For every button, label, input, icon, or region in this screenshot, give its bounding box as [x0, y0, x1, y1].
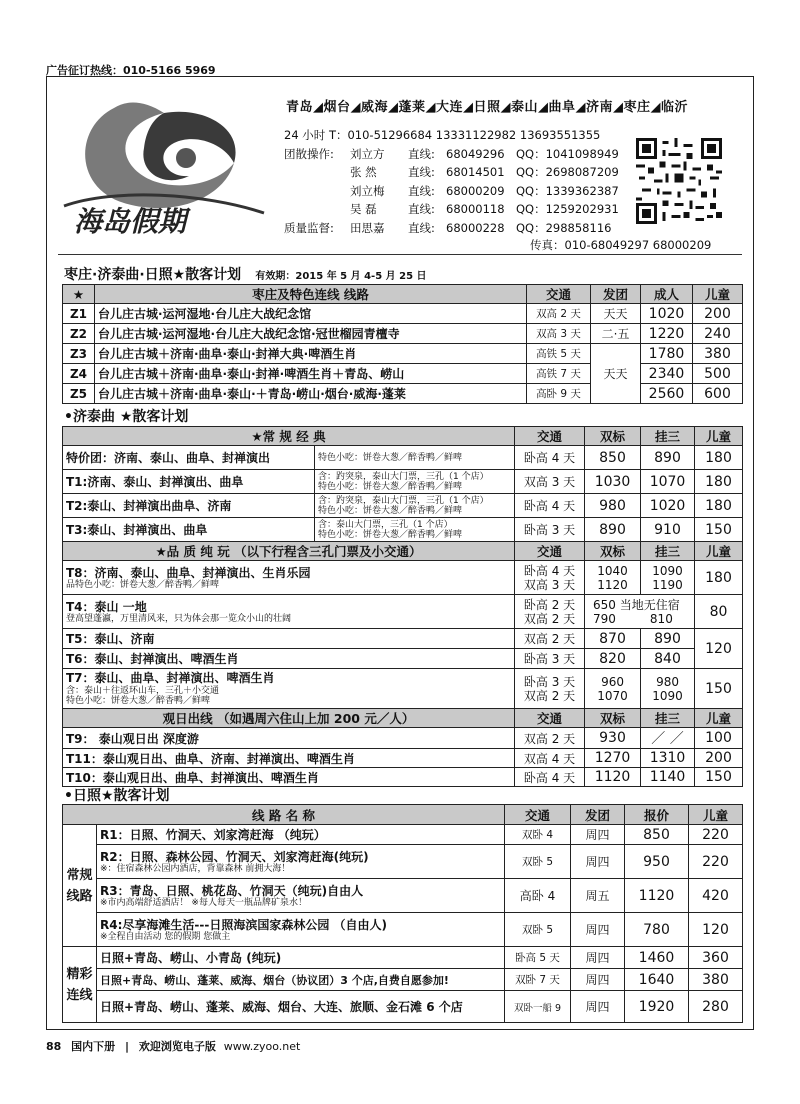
- route-code: Z4: [63, 364, 95, 384]
- route-note: 含：趵突泉，泰山大门票，三孔（1 个店）: [318, 471, 489, 482]
- price-child: 100: [695, 728, 743, 749]
- route-depart: 天天: [591, 344, 641, 404]
- route-child-price: 500: [693, 364, 743, 384]
- price-double: 850: [585, 446, 641, 470]
- contact-qq: QQ：1339362387: [516, 183, 619, 198]
- route-transport: 高铁 7 天: [527, 364, 591, 384]
- price-triple: 890: [641, 446, 695, 470]
- route-transport: 双高 4 天: [515, 749, 585, 768]
- table-row: [63, 669, 743, 709]
- route-note: 特色小吃：饼卷大葱／醉香鸭／鲜啤: [318, 452, 463, 463]
- table-row: [63, 561, 743, 595]
- table-header: [63, 427, 743, 446]
- brand-logo: [54, 88, 274, 238]
- route-name: R2：日照、森林公园、竹洞天、刘家湾赶海(纯玩): [100, 849, 369, 864]
- route-adult-price: 1020: [641, 304, 693, 324]
- col-double: 双标: [585, 709, 641, 728]
- table-row: [63, 947, 743, 969]
- contact-block: [284, 126, 619, 237]
- col-double: 双标: [585, 427, 641, 446]
- route-depart: 周四: [571, 991, 625, 1023]
- fax-line: 传真：010-68049297 68000209: [530, 238, 712, 252]
- table-header: [63, 285, 743, 304]
- route-name: T9： 泰山观日出 深度游: [63, 728, 515, 749]
- route-note: ※全程自由活动 您的假期 您做主: [100, 931, 231, 942]
- route-depart: 周四: [571, 845, 625, 879]
- route-price: 1460: [625, 947, 689, 969]
- table-row: [63, 991, 743, 1023]
- route-depart: 周四: [571, 947, 625, 969]
- route-transport: 卧高 4 天: [515, 768, 585, 787]
- price-triple: 910: [641, 518, 695, 542]
- table-row: [63, 518, 743, 542]
- route-note: 特色小吃：饼卷大葱／醉香鸭／鲜啤: [318, 529, 463, 540]
- brand-name: 海岛假期: [74, 205, 187, 238]
- col-child: 儿童: [693, 285, 743, 304]
- contact-qq: QQ：1259202931: [516, 202, 619, 216]
- route-transport: 双卧 5: [505, 845, 571, 879]
- route-price: 1920: [625, 991, 689, 1023]
- route-name: T6：泰山、封禅演出、啤酒生肖: [63, 649, 515, 669]
- route-note: 品特色小吃：饼卷大葱／醉香鸭／鲜啤: [66, 579, 220, 590]
- contact-name: 田思嘉: [350, 220, 385, 235]
- price-double: 890: [585, 518, 641, 542]
- route-price: 850: [625, 825, 689, 845]
- section1-title: [64, 264, 427, 284]
- route-name: 台儿庄古城＋济南·曲阜·泰山·＋青岛·崂山·烟台·威海·蓬莱: [95, 384, 527, 404]
- contact-tel-label: 直线:: [408, 202, 435, 216]
- table-row: [63, 749, 743, 768]
- route-name: T3:泰山、封禅演出、曲阜: [63, 518, 315, 542]
- contact-tel: 68049296: [446, 146, 505, 161]
- price-child: 120: [695, 629, 743, 669]
- contact-name: 吴 磊: [350, 202, 377, 216]
- footer-separator: |: [125, 1040, 130, 1053]
- contact-tel-label: 直线:: [408, 146, 435, 161]
- footer-url[interactable]: www.zyoo.net: [223, 1040, 301, 1053]
- route-child-price: 600: [693, 384, 743, 404]
- route-note: 含：泰山大门票，三孔（1 个店）: [318, 519, 453, 530]
- route-transport: 卧高 3 天: [515, 649, 585, 669]
- price-child: 120: [689, 913, 743, 947]
- route-transport: 双高 3 天: [523, 577, 576, 592]
- price-child: 180: [695, 446, 743, 470]
- route-transport: 双卧 4: [505, 825, 571, 845]
- contact-row: [284, 200, 619, 219]
- route-code: Z2: [63, 324, 95, 344]
- price-double: 870: [585, 629, 641, 649]
- contact-name: 张 然: [350, 165, 377, 179]
- route-transport: 卧高 4 天: [515, 494, 585, 518]
- table-header: [63, 542, 743, 561]
- price-double: 1040: [597, 563, 628, 578]
- price-child: 420: [689, 879, 743, 913]
- route-note: 特色小吃：饼卷大葱／醉香鸭／鲜啤: [66, 696, 211, 706]
- table-row: [63, 494, 743, 518]
- price-double: 1120: [597, 577, 628, 592]
- route-depart: 二·五: [591, 324, 641, 344]
- route-depart: 周四: [571, 913, 625, 947]
- page-footer: [46, 1038, 300, 1054]
- route-adult-price: 1780: [641, 344, 693, 364]
- hotline-row: [284, 126, 619, 145]
- route-name: T4：泰山 一地: [66, 599, 147, 614]
- route-note: 特色小吃：饼卷大葱／醉香鸭／鲜啤: [318, 505, 463, 516]
- route-name: 台儿庄古城＋济南·曲阜·泰山·封禅·啤酒生肖＋青岛、崂山: [95, 364, 527, 384]
- header-divider: [58, 254, 742, 255]
- price-triple: 1310: [641, 749, 695, 768]
- table-row: [63, 364, 743, 384]
- ad-hotline: 广告征订热线：010-5166 5969: [46, 64, 216, 77]
- route-transport: 卧高 5 天: [505, 947, 571, 969]
- table-header: [63, 805, 743, 825]
- table-row: [63, 384, 743, 404]
- route-note: 含：泰山＋往返环山车，三孔＋小交通: [66, 686, 220, 696]
- route-name: 台儿庄古城·运河湿地·台儿庄大战纪念馆: [95, 304, 527, 324]
- price-triple: 840: [641, 649, 695, 669]
- col-price: 报价: [625, 805, 689, 825]
- route-name: T11：泰山观日出、曲阜、济南、封禅演出、啤酒生肖: [63, 749, 515, 768]
- contact-qq: QQ：298858116: [516, 220, 612, 235]
- price-child: 150: [695, 768, 743, 787]
- section2-title: •济泰曲 ★散客计划: [64, 409, 189, 425]
- price-double: 930: [585, 728, 641, 749]
- route-child-price: 200: [693, 304, 743, 324]
- route-child-price: 380: [693, 344, 743, 364]
- col-transport: 交通: [505, 805, 571, 825]
- section3-title: •日照★散客计划: [64, 788, 170, 804]
- col-transport: 交通: [515, 709, 585, 728]
- route-name: 日照+青岛、崂山、蓬莱、威海、烟台（协议团）3 个店,自费自愿参加!: [97, 969, 505, 991]
- price-triple: 1090: [652, 563, 683, 578]
- route-name: T5：泰山、济南: [63, 629, 515, 649]
- route-depart: 周五: [571, 879, 625, 913]
- table-row: [63, 649, 743, 669]
- route-name: R3：青岛、日照、桃花岛、竹洞天（纯玩)自由人: [100, 883, 364, 898]
- section1-table: [62, 284, 743, 404]
- footer-section: 国内下册: [71, 1040, 116, 1053]
- route-transport: 高铁 5 天: [527, 344, 591, 364]
- table-row: [63, 728, 743, 749]
- price-double: 1030: [585, 470, 641, 494]
- col-transport: 交通: [515, 427, 585, 446]
- contact-role: 质量监督:: [284, 220, 334, 235]
- table-row: [63, 595, 743, 629]
- route-note: 含：趵突泉，泰山大门票，三孔（1 个店）: [318, 495, 489, 506]
- contact-qq: QQ：2698087209: [516, 165, 619, 179]
- table-header: [63, 709, 743, 728]
- route-transport: 高卧 4: [505, 879, 571, 913]
- col-star: ★: [63, 285, 95, 304]
- route-name: 台儿庄古城＋济南·曲阜·泰山·封禅大典·啤酒生肖: [95, 344, 527, 364]
- contact-role: [284, 182, 350, 201]
- contact-qq: QQ：1041098949: [516, 146, 619, 161]
- route-name: R1：日照、竹洞天、刘家湾赶海 （纯玩）: [97, 825, 505, 845]
- contact-row: [284, 219, 619, 238]
- route-child-price: 240: [693, 324, 743, 344]
- route-note: ※：住宿森林公园内酒店，背靠森林 前拥大海！: [100, 863, 291, 874]
- table-row: [63, 470, 743, 494]
- col-child: 儿童: [695, 427, 743, 446]
- price-triple: 1140: [641, 768, 695, 787]
- contact-tel: 68014501: [446, 165, 505, 179]
- table-row: [63, 446, 743, 470]
- price-triple: 1020: [641, 494, 695, 518]
- price-child: 150: [695, 518, 743, 542]
- price-double: 1070: [597, 688, 628, 703]
- section3-table: [62, 804, 743, 1023]
- contact-tel: 68000118: [446, 202, 505, 216]
- route-note: ※市内高端舒适酒店！ ※每人每天一瓶品牌矿泉水！: [100, 897, 307, 908]
- route-adult-price: 1220: [641, 324, 693, 344]
- route-transport: 双高 2 天: [523, 611, 576, 626]
- price-child: 280: [689, 991, 743, 1023]
- contact-name: 刘立梅: [350, 183, 385, 198]
- route-price: 950: [625, 845, 689, 879]
- route-adult-price: 2560: [641, 384, 693, 404]
- route-name: R4:尽享海滩生活---日照海滨国家森林公园 （自由人): [100, 917, 387, 932]
- route-transport: 双卧 5: [505, 913, 571, 947]
- contact-name: 刘立方: [350, 146, 385, 161]
- col-adult: 成人: [641, 285, 693, 304]
- route-note: 登高望蓬瀛，万里清风来，只为体会那一览众小山的壮阔: [66, 613, 292, 624]
- table-row: [63, 324, 743, 344]
- route-transport: 双高 2 天: [523, 688, 576, 703]
- price-child: 220: [689, 825, 743, 845]
- col-child: 儿童: [695, 542, 743, 561]
- col-triple: 挂三: [641, 709, 695, 728]
- route-depart: 天天: [591, 304, 641, 324]
- col-regular: ★常 规 经 典: [63, 427, 515, 446]
- route-name: T8：济南、泰山、曲阜、封禅演出、生肖乐园: [66, 565, 311, 580]
- route-transport: 卧高 2 天: [523, 597, 576, 612]
- price-child: 180: [695, 561, 743, 595]
- price-double: 1270: [585, 749, 641, 768]
- col-transport: 交通: [527, 285, 591, 304]
- price-child: 220: [689, 845, 743, 879]
- route-code: Z3: [63, 344, 95, 364]
- price-triple: 1090: [652, 688, 683, 703]
- table-row: [63, 825, 743, 845]
- route-code: Z1: [63, 304, 95, 324]
- route-transport: 双高 3 天: [527, 324, 591, 344]
- route-transport: 卧高 4 天: [515, 446, 585, 470]
- price-child: 180: [695, 494, 743, 518]
- price-double: 980: [585, 494, 641, 518]
- table-row: [63, 969, 743, 991]
- price-child: 180: [695, 470, 743, 494]
- col-child: 儿童: [689, 805, 743, 825]
- table-row: [63, 304, 743, 324]
- col-triple: 挂三: [641, 427, 695, 446]
- route-name: T7：泰山、曲阜、封禅演出、啤酒生肖: [66, 671, 275, 685]
- route-name: T2:泰山、封禅演出曲阜、济南: [63, 494, 315, 518]
- route-name: T10：泰山观日出、曲阜、封禅演出、啤酒生肖: [63, 768, 515, 787]
- price-triple: 810: [649, 611, 673, 626]
- col-quality: ★品 质 纯 玩 （以下行程含三孔门票及小交通）: [63, 542, 515, 561]
- route-transport: 双高 2 天: [515, 629, 585, 649]
- route-code: Z5: [63, 384, 95, 404]
- destination-cities: 青岛◢烟台◢威海◢蓬莱◢大连◢日照◢泰山◢曲阜◢济南◢枣庄◢临沂: [286, 100, 688, 115]
- contact-role: [284, 163, 350, 182]
- route-name: 日照+青岛、崂山、小青岛 (纯玩): [97, 947, 505, 969]
- route-transport: 双高 3 天: [515, 470, 585, 494]
- table-row: [63, 344, 743, 364]
- contact-tel-label: 直线:: [408, 220, 435, 235]
- price-double: 790: [593, 611, 616, 626]
- route-transport: 高卧 9 天: [527, 384, 591, 404]
- route-price: 1120: [625, 879, 689, 913]
- section1-heading: 枣庄·济泰曲·日照★散客计划: [64, 267, 242, 283]
- hotline-label: 24 小时 T：: [284, 128, 348, 142]
- route-depart: 周四: [571, 969, 625, 991]
- price-double: 820: [585, 649, 641, 669]
- col-depart: 发团: [571, 805, 625, 825]
- route-transport: 卧高 4 天: [523, 563, 576, 578]
- col-triple: 挂三: [641, 542, 695, 561]
- price-double: 960: [601, 674, 624, 689]
- col-transport: 交通: [515, 542, 585, 561]
- section1-validity: 有效期：2015 年 5 月 4-5 月 25 日: [255, 271, 427, 282]
- contact-tel-label: 直线:: [408, 165, 435, 179]
- route-price: 1640: [625, 969, 689, 991]
- price-child: 150: [695, 669, 743, 709]
- route-transport: 双卧一船 9: [505, 991, 571, 1023]
- route-name: 特价团：济南、泰山、曲阜、封禅演出: [63, 446, 315, 470]
- col-double: 双标: [585, 542, 641, 561]
- col-child: 儿童: [695, 709, 743, 728]
- contact-row: [284, 145, 619, 164]
- price-child: 380: [689, 969, 743, 991]
- route-note: 特色小吃：饼卷大葱／醉香鸭／鲜啤: [318, 481, 463, 492]
- col-sunrise: 观日出线 （如遇周六住山上加 200 元／人）: [63, 709, 515, 728]
- route-transport: 双高 2 天: [515, 728, 585, 749]
- table-row: [63, 879, 743, 913]
- price-double: 650 当地无住宿: [593, 597, 680, 612]
- footer-text: 欢迎浏览电子版: [138, 1040, 216, 1053]
- price-triple: 890: [641, 629, 695, 649]
- route-depart: 周四: [571, 825, 625, 845]
- route-transport: 卧高 3 天: [523, 674, 576, 689]
- table-row: [63, 913, 743, 947]
- price-child: 360: [689, 947, 743, 969]
- route-price: 780: [625, 913, 689, 947]
- route-name: 台儿庄古城·运河湿地·台儿庄大战纪念馆·冠世榴园青檀寺: [95, 324, 527, 344]
- route-transport: 双卧 7 天: [505, 969, 571, 991]
- route-transport: 卧高 3 天: [515, 518, 585, 542]
- price-child: 80: [695, 595, 743, 629]
- price-double: 1120: [585, 768, 641, 787]
- table-row: [63, 629, 743, 649]
- contact-row: [284, 182, 619, 201]
- route-transport: 双高 2 天: [527, 304, 591, 324]
- section2-table: [62, 426, 743, 787]
- contact-tel: 68000228: [446, 220, 505, 235]
- price-triple: 1070: [641, 470, 695, 494]
- page-number: 88: [46, 1040, 62, 1053]
- contact-role: 团散操作:: [284, 146, 334, 161]
- qr-code: [636, 138, 722, 224]
- contact-row: [284, 163, 619, 182]
- contact-role: [284, 200, 350, 219]
- route-adult-price: 2340: [641, 364, 693, 384]
- regular-routes-label: 常规线路: [63, 825, 97, 947]
- table-row: [63, 768, 743, 787]
- route-name: 日照+青岛、崂山、蓬莱、威海、烟台、大连、旅顺、金石滩 6 个店: [97, 991, 505, 1023]
- route-name: T1:济南、泰山、封禅演出、曲阜: [63, 470, 315, 494]
- price-triple: 980: [656, 674, 679, 689]
- col-depart: 发团: [591, 285, 641, 304]
- contact-tel: 68000209: [446, 183, 505, 198]
- col-route: 枣庄及特色连线 线路: [95, 285, 527, 304]
- col-route: 线 路 名 称: [63, 805, 505, 825]
- price-triple: ／ ／: [641, 728, 695, 749]
- hotline-numbers: 010-51296684 13331122982 13693551355: [347, 128, 601, 142]
- price-triple: 1190: [652, 577, 683, 592]
- table-row: [63, 845, 743, 879]
- contact-tel-label: 直线:: [408, 183, 435, 198]
- price-child: 200: [695, 749, 743, 768]
- special-routes-label: 精彩连线: [63, 947, 97, 1023]
